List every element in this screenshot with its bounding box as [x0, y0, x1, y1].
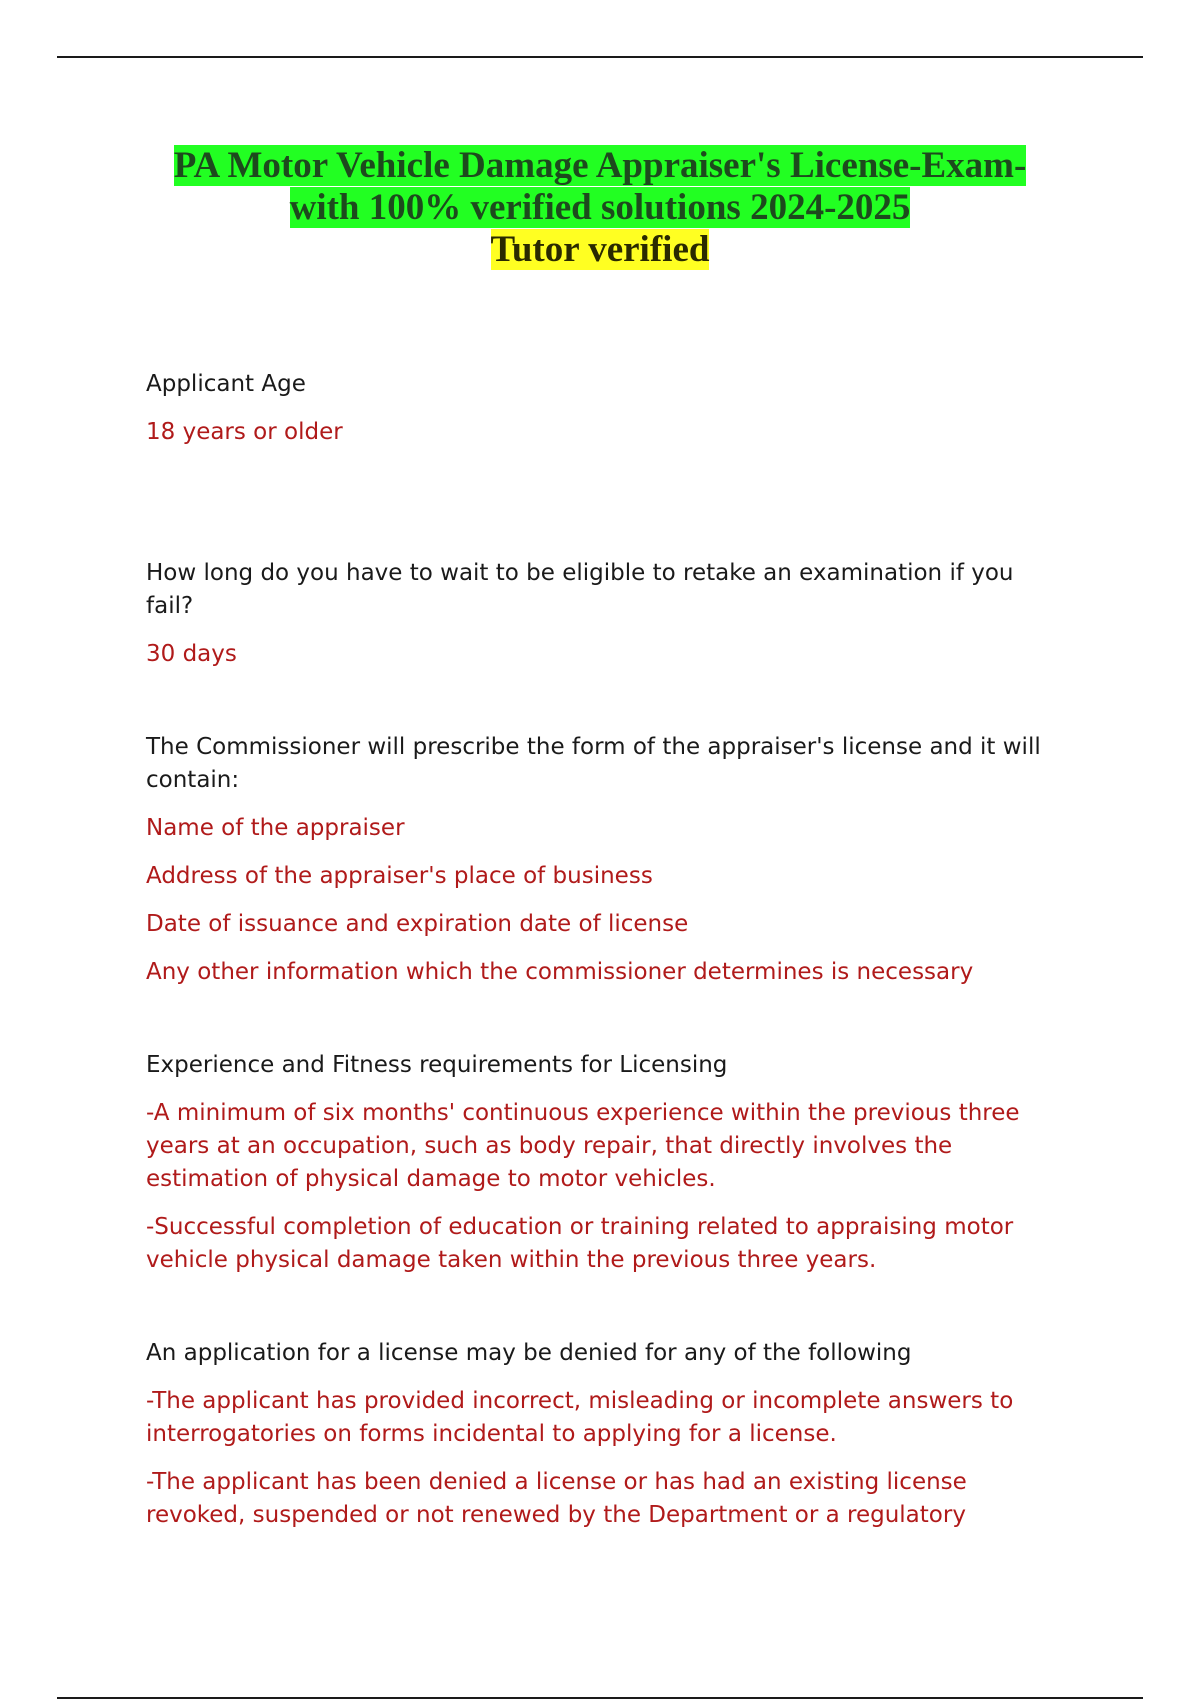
answer-text: Name of the appraiser	[146, 815, 405, 841]
qa-item-retake-wait	[146, 557, 1046, 671]
document-title	[0, 145, 1200, 271]
question-text: Experience and Fitness requirements for Licensing	[146, 1052, 728, 1078]
qa-content	[146, 368, 1046, 1532]
answer-text: Date of issuance and expiration date of license	[146, 911, 689, 937]
title-line-3: Tutor verified	[490, 229, 710, 270]
answer-text: -A minimum of six months' continuous experience within the previous three years at an occupation, such as body repair, that directly involves the estimation of physical damage to motor vehicles.	[146, 1100, 1020, 1192]
question-text: The Commissioner will prescribe the form of the appraiser's license and it will contain:	[146, 734, 1041, 793]
bottom-rule	[57, 1697, 1143, 1699]
question-text: How long do you have to wait to be eligible to retake an examination if you fail?	[146, 560, 1014, 619]
qa-item-experience-fitness	[146, 1049, 1046, 1277]
top-rule	[57, 56, 1143, 58]
qa-item-license-contents	[146, 731, 1046, 989]
qa-item-denial-grounds	[146, 1337, 1046, 1532]
question-text: An application for a license may be denied for any of the following	[146, 1340, 912, 1366]
question-text: Applicant Age	[146, 371, 306, 397]
qa-item-applicant-age	[146, 368, 1046, 449]
answer-text: Address of the appraiser's place of business	[146, 863, 653, 889]
answer-text: Any other information which the commissioner determines is necessary	[146, 959, 974, 985]
title-line-1: PA Motor Vehicle Damage Appraiser's License-Exam-	[173, 145, 1027, 186]
answer-text: 30 days	[146, 641, 237, 667]
title-line-2: with 100% verified solutions 2024-2025	[289, 187, 911, 228]
answer-text: -Successful completion of education or training related to appraising motor vehicle physical damage taken within the previous three years.	[146, 1214, 1014, 1273]
answer-text: -The applicant has provided incorrect, misleading or incomplete answers to interrogatories on forms incidental to applying for a license.	[146, 1388, 1014, 1447]
answer-text: 18 years or older	[146, 419, 343, 445]
answer-text: -The applicant has been denied a license or has had an existing license revoked, suspended or not renewed by the Department or a regulatory	[146, 1469, 967, 1528]
